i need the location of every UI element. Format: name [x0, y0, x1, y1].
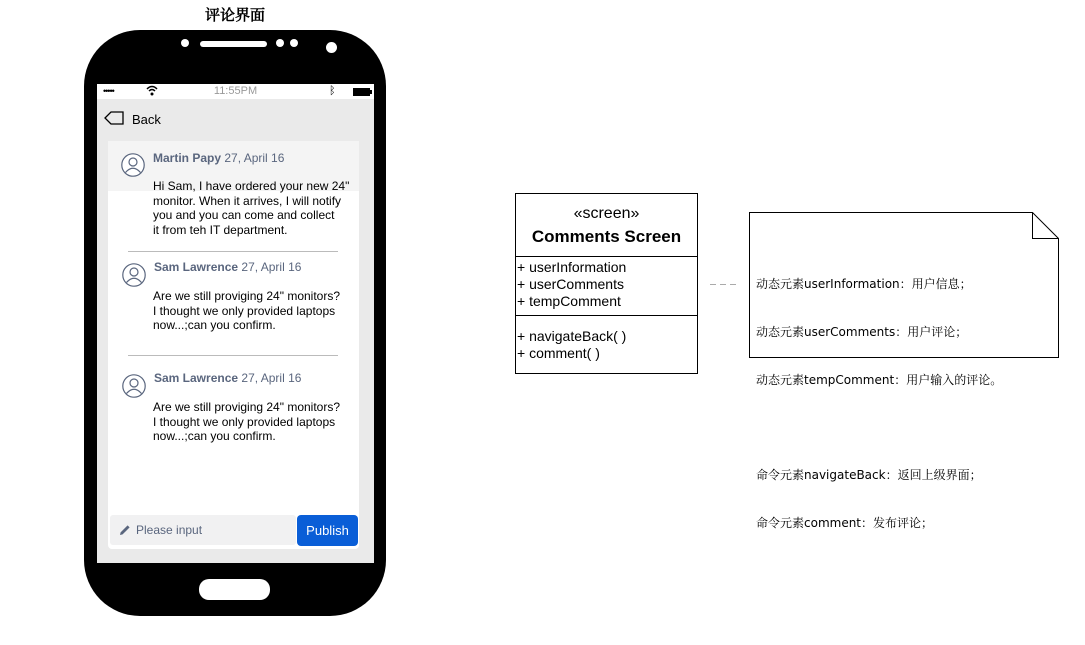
comment-body — [153, 289, 340, 333]
back-label: Back — [132, 111, 161, 127]
comment-line: I thought we only provided laptops — [153, 303, 336, 318]
publish-button[interactable]: Publish — [297, 515, 358, 546]
comment-line: now...;can you confirm. — [153, 429, 276, 443]
diagram-title: 评论界面 — [204, 6, 265, 24]
uml-separator — [516, 315, 697, 316]
comment-line: Hi Sam, I have ordered your new 24" — [153, 179, 350, 193]
back-button[interactable] — [104, 110, 161, 128]
note-line: 动态元素userComments：用户评论； — [756, 325, 968, 339]
back-arrow-icon — [104, 111, 124, 128]
comment-line: I thought we only provided laptops — [153, 414, 336, 429]
uml-class-name: Comments Screen — [531, 227, 682, 246]
comment-divider — [128, 251, 338, 252]
comment-body — [153, 400, 340, 444]
signal-icon: ••••• — [103, 86, 114, 96]
phone-camera — [326, 42, 337, 53]
comment-author-line — [154, 371, 301, 385]
note-line: 命令元素navigateBack：返回上级界面； — [756, 468, 982, 482]
comment-date: 27, April 16 — [224, 151, 285, 165]
comment-author-line — [153, 151, 284, 165]
comment-date: 27, April 16 — [241, 371, 302, 385]
battery-icon — [353, 88, 370, 96]
avatar-icon — [121, 153, 145, 177]
avatar-icon — [122, 263, 146, 287]
phone-sensor-dot — [276, 39, 284, 47]
note-line — [756, 420, 1002, 435]
comment-divider — [128, 355, 338, 356]
phone-speaker — [200, 41, 267, 47]
comment-author-line — [154, 260, 301, 274]
phone-screen — [97, 84, 374, 563]
uml-attribute: + tempComment — [517, 293, 621, 309]
note-line: 命令元素comment：发布评论； — [756, 516, 934, 530]
note-line: 动态元素tempComment：用户输入的评论。 — [756, 373, 1003, 387]
comment-line: now...;can you confirm. — [153, 318, 276, 332]
note-connector — [697, 284, 749, 285]
comment-line: it from teh IT department. — [153, 222, 288, 237]
comment-date: 27, April 16 — [241, 260, 302, 274]
uml-attribute: + userComments — [517, 276, 624, 292]
home-button[interactable] — [199, 579, 270, 600]
status-time: 11:55PM — [213, 85, 258, 97]
comments-card — [108, 141, 359, 549]
phone-sensor-dot — [181, 39, 189, 47]
uml-class-box — [515, 193, 698, 374]
uml-operation: + navigateBack( ) — [517, 328, 627, 344]
avatar-icon — [122, 374, 146, 398]
input-placeholder: Please input — [136, 523, 203, 537]
comment-line: Are we still proviging 24" monitors? — [153, 289, 341, 303]
bluetooth-icon: ᛒ — [329, 85, 336, 97]
phone-sensor-dot — [290, 39, 298, 47]
uml-operation: + comment( ) — [517, 345, 600, 361]
comment-line: Are we still proviging 24" monitors? — [153, 400, 341, 414]
comment-input[interactable] — [110, 515, 296, 545]
comment-author: Sam Lawrence — [154, 371, 239, 385]
comment-line: monitor. When it arrives, I will notify — [153, 193, 342, 208]
comment-body — [153, 179, 349, 237]
note-line: 动态元素userInformation：用户信息； — [756, 277, 972, 291]
comment-author: Sam Lawrence — [154, 260, 239, 274]
uml-attribute: + userInformation — [517, 259, 627, 275]
uml-stereotype: «screen» — [573, 205, 640, 222]
comment-line: you and you can come and collect — [153, 208, 335, 222]
comment-author: Martin Papy — [153, 151, 222, 165]
status-bar — [97, 84, 374, 99]
pencil-icon — [119, 524, 131, 536]
uml-separator — [516, 256, 697, 257]
note-text — [756, 244, 1002, 547]
